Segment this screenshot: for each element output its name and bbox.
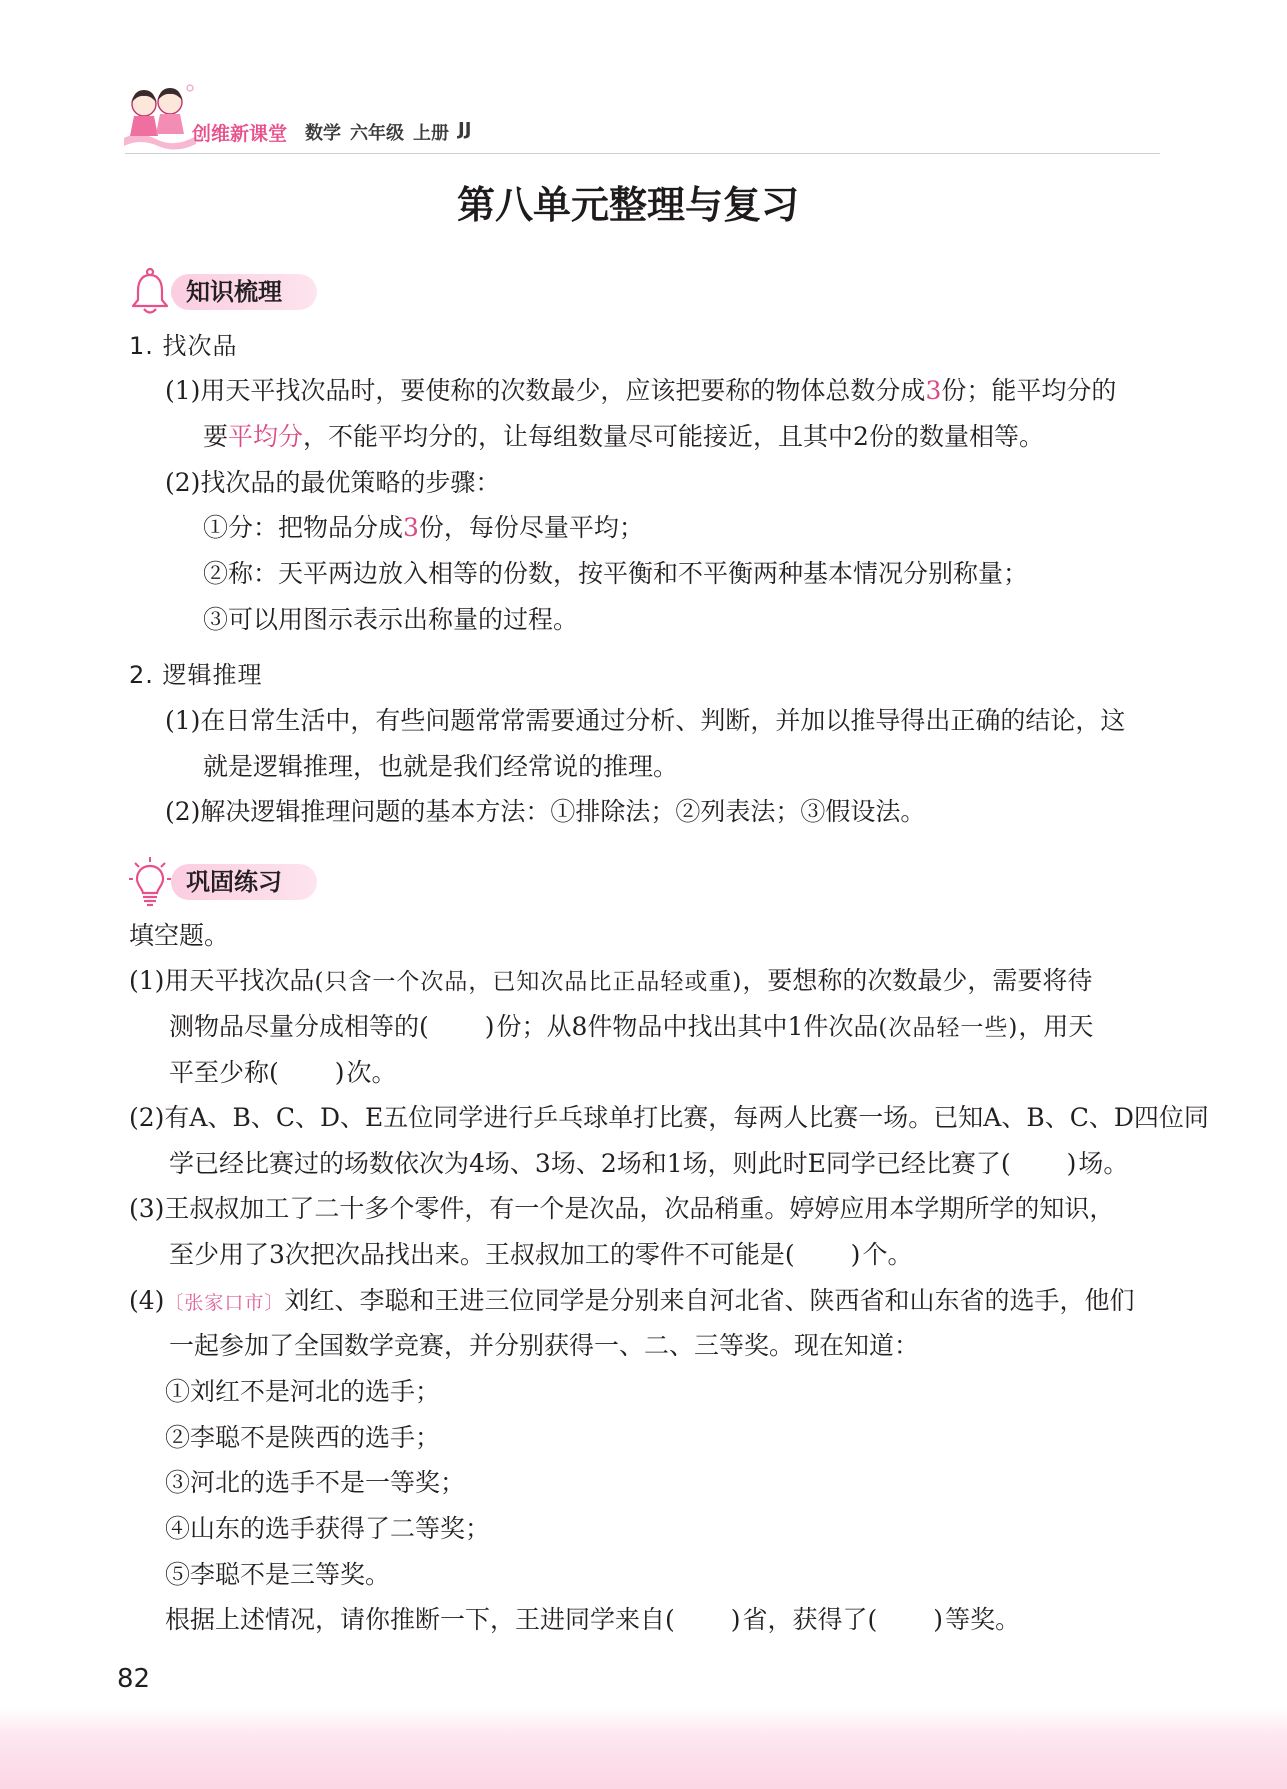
text-segment: 要 [203,422,229,451]
bell-icon [128,266,172,318]
knowledge-item-line [203,422,1044,452]
question-line [129,1194,1114,1224]
edition-label: JJ [458,119,472,140]
text-segment: 根据上述情况，请你推断一下，王进同学来自 [165,1605,666,1634]
answer-text: 3 [403,513,419,542]
section-heading-practice [171,864,317,900]
item-marker: (2) [165,797,201,826]
question-line [169,1012,1093,1043]
question-line [169,1058,397,1088]
question-line [169,1331,919,1361]
section-heading-label: 巩固练习 [186,868,282,896]
knowledge-item-line [165,797,925,827]
text-segment: ①分：把物品分成 [203,513,404,542]
text-segment: 份；能平均分的 [941,376,1117,405]
text-segment: 用天平找次品时，要使称的次数最少，应该把要称的物体总数分成 [200,376,926,405]
step-line [203,605,578,635]
answer-blank: ( ) [1000,1149,1079,1178]
note-text: (只含一个次品，已知次品比正品轻或重) [314,969,743,995]
text-segment: 个。 [862,1240,913,1269]
source-tag: 〔张家口市〕 [164,1292,285,1314]
text-segment: 解决逻辑推理问题的基本方法：①排除法；②列表法；③假设法。 [200,797,926,826]
section-heading-label: 知识梳理 [186,278,282,306]
item-marker: (1) [165,376,201,405]
text-segment: 份，每份尽量平均； [418,513,644,542]
answer-blank: ( ) [269,1058,347,1087]
topic-title: 2. 逻辑推理 [129,661,263,689]
text-segment: 平至少称 [169,1058,270,1087]
text-segment: ③可以用图示表示出称量的过程。 [203,605,579,634]
condition-line: ③河北的选手不是一等奖； [165,1468,466,1497]
text-segment: 刘红、李聪和王进三位同学是分别来自河北省、陕西省和山东省的选手，他们 [284,1286,1135,1315]
book-info [305,119,471,145]
condition-line: ④山东的选手获得了二等奖； [165,1514,491,1543]
text-segment: 找次品的最优策略的步骤： [200,468,501,497]
answer-blank: ( ) [419,1012,497,1041]
brand-name: 创维新课堂 [192,123,288,145]
question-marker: (1) [129,966,165,995]
item-marker: (2) [165,468,201,497]
text-segment: 学已经比赛过的场数依次为4场、3场、2场和1场，则此时E同学已经比赛了 [169,1149,1001,1178]
question-marker: (3) [129,1194,165,1223]
question-marker: (2) [129,1103,165,1132]
page-title: 第八单元整理与复习 [456,183,799,227]
item-marker: (1) [165,706,201,735]
practice-instruction: 填空题。 [129,921,230,950]
topic-title: 1. 找次品 [129,332,238,360]
knowledge-item-line [165,468,500,498]
question-line [129,1103,1209,1133]
knowledge-item-line [203,752,678,782]
condition-line: ②李聪不是陕西的选手； [165,1423,441,1452]
header-divider [125,153,1160,154]
condition-line: ①刘红不是河北的选手； [165,1377,441,1406]
lightbulb-icon [128,855,172,907]
step-line [203,513,644,543]
text-segment: ②称：天平两边放入相等的份数，按平衡和不平衡两种基本情况分别称量； [203,559,1029,588]
section-heading-knowledge [171,274,317,310]
question-marker: (4) [129,1286,165,1315]
note-text: (次品轻一些) [878,1015,1019,1041]
text-segment: ，不能平均分的，让每组数量尽可能接近，且其中2份的数量相等。 [303,422,1044,451]
condition-line: ⑤李聪不是三等奖。 [165,1560,391,1589]
question-line [129,1286,1134,1318]
text-segment: ，要想称的次数最少，需要将待 [742,966,1093,995]
knowledge-item-line [165,376,1116,406]
subject-label: 数学 [305,123,341,144]
step-line [203,559,1028,589]
text-segment: 在日常生活中，有些问题常常需要通过分析、判断，并加以推导得出正确的结论，这 [200,706,1126,735]
text-segment: 等奖。 [945,1605,1021,1634]
text-segment: 至少用了3次把次品找出来。王叔叔加工的零件不可能是 [169,1240,785,1269]
knowledge-item-line [165,706,1125,736]
text-segment: 份；从8件物品中找出其中1件次品 [496,1012,879,1041]
text-segment: ，用天 [1018,1012,1094,1041]
text-segment: 测物品尽量分成相等的 [169,1012,420,1041]
text-segment: 场。 [1078,1149,1129,1178]
answer-blank: ( ) [784,1240,863,1269]
text-segment: 王叔叔加工了二十多个零件，有一个是次品，次品稍重。婷婷应用本学期所学的知识， [164,1194,1115,1223]
page-number: 82 [117,1664,151,1694]
text-segment: 用天平找次品 [164,966,315,995]
answer-blank: ( ) [867,1605,946,1634]
question-line [129,966,1092,997]
volume-label: 上册 [413,123,449,144]
question-line [169,1240,912,1270]
grade-label: 六年级 [350,123,404,144]
kids-logo-icon [120,80,200,156]
answer-text: 平均分 [228,422,304,451]
question-line [169,1149,1128,1179]
footer-band [0,1708,1287,1789]
text-segment: 有A、B、C、D、E五位同学进行乒乓球单打比赛，每两人比赛一场。已知A、B、C、D四位同 [164,1103,1209,1132]
text-segment: 次。 [346,1058,397,1087]
answer-text: 3 [925,376,942,405]
text-segment: 省，获得了 [742,1605,868,1634]
text-segment: 就是逻辑推理，也就是我们经常说的推理。 [203,752,679,781]
question-line [165,1605,1020,1635]
answer-blank: ( ) [665,1605,743,1634]
text-segment: 一起参加了全国数学竞赛，并分别获得一、二、三等奖。现在知道： [169,1331,920,1360]
